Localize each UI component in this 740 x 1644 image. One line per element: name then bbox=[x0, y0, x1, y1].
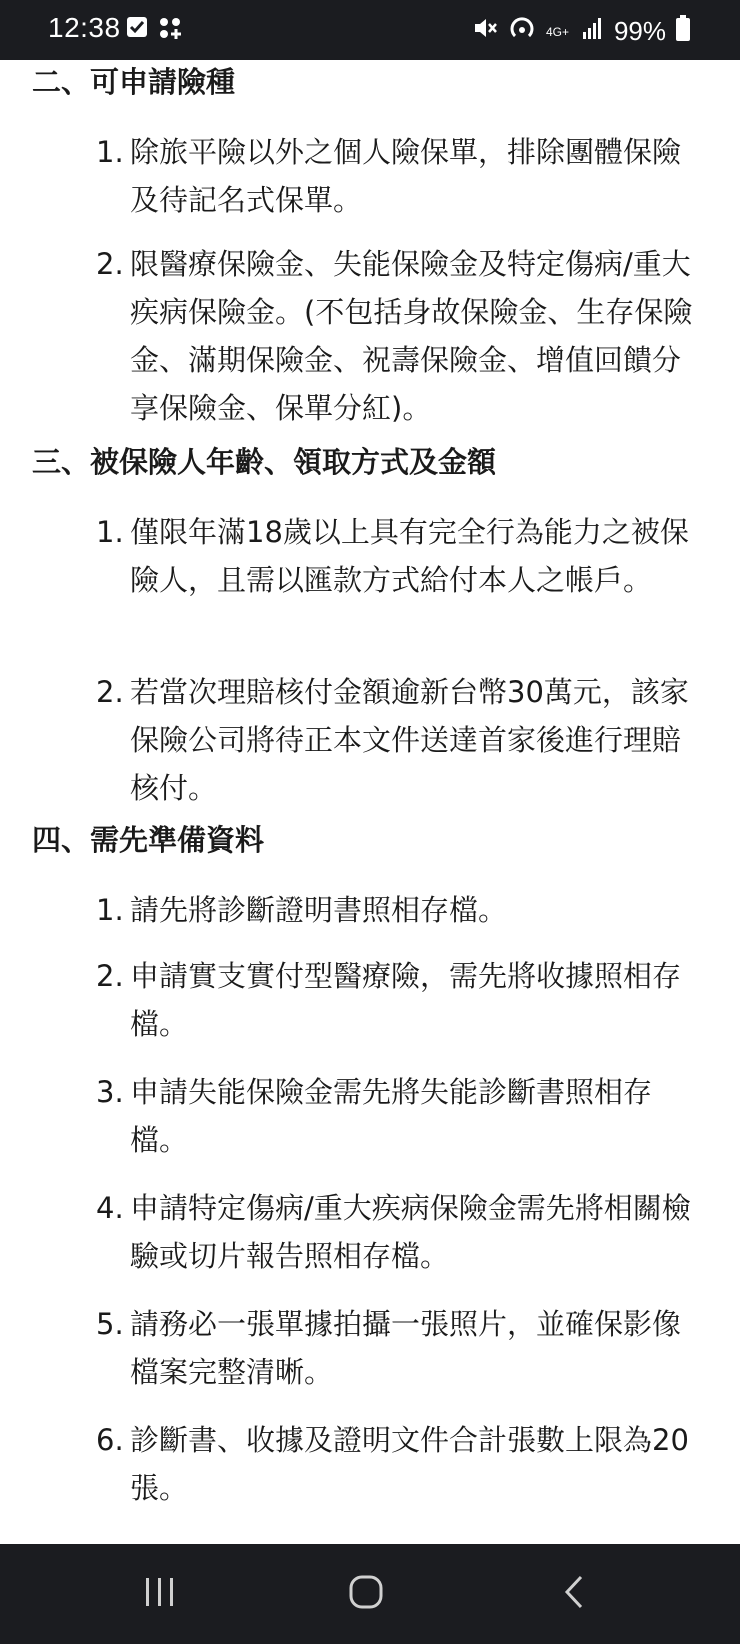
list-item bbox=[96, 508, 708, 604]
list-item bbox=[96, 886, 708, 934]
notification-icons bbox=[126, 16, 182, 45]
item-text: 請先將診斷證明書照相存檔。 bbox=[130, 893, 508, 927]
item-number: 4. bbox=[96, 1191, 124, 1225]
home-button[interactable] bbox=[336, 1574, 396, 1614]
item-text: 申請實支實付型醫療險，需先將收據照相存檔。 bbox=[130, 959, 682, 1041]
item-number: 2. bbox=[96, 247, 124, 281]
battery-percent: 99% bbox=[613, 16, 666, 46]
navigation-bar bbox=[0, 1544, 740, 1644]
list-item bbox=[96, 668, 708, 812]
app-notification-icon bbox=[158, 16, 182, 45]
item-text: 限醫療保險金、失能保險金及特定傷病/重大疾病保險金。(不包括身故保險金、生存保險金、滿期保險金、祝壽保險金、增值回饋分享保險金、保單分紅)。 bbox=[130, 247, 693, 425]
checkbox-notification-icon bbox=[126, 16, 148, 45]
battery-icon bbox=[676, 15, 690, 48]
hotspot-icon bbox=[508, 14, 536, 49]
item-number: 6. bbox=[96, 1423, 124, 1457]
item-number: 1. bbox=[96, 515, 124, 549]
item-number: 1. bbox=[96, 135, 124, 169]
item-text: 除旅平險以外之個人險保單，排除團體保險及待記名式保單。 bbox=[130, 135, 682, 217]
item-number: 2. bbox=[96, 959, 124, 993]
item-text: 請務必一張單據拍攝一張照片，並確保影像檔案完整清晰。 bbox=[130, 1307, 682, 1389]
list-item bbox=[96, 1416, 708, 1512]
mute-icon bbox=[472, 15, 498, 48]
item-text: 診斷書、收據及證明文件合計張數上限為20張。 bbox=[130, 1423, 689, 1505]
recent-apps-icon bbox=[143, 1576, 177, 1612]
section-title: 四、需先準備資料 bbox=[32, 823, 265, 857]
list-item bbox=[96, 1184, 708, 1280]
back-button[interactable] bbox=[544, 1574, 604, 1614]
list-item bbox=[96, 952, 708, 1048]
item-number: 3. bbox=[96, 1075, 124, 1109]
status-bar bbox=[0, 0, 740, 60]
item-text: 申請特定傷病/重大疾病保險金需先將相關檢驗或切片報告照相存檔。 bbox=[130, 1191, 691, 1273]
item-text: 若當次理賠核付金額逾新台幣30萬元，該家保險公司將待正本文件送達首家後進行理賠核付。 bbox=[130, 675, 689, 805]
home-icon bbox=[348, 1574, 384, 1614]
item-text: 申請失能保險金需先將失能診斷書照相存檔。 bbox=[130, 1075, 653, 1157]
item-number: 5. bbox=[96, 1307, 124, 1341]
item-text: 僅限年滿18歲以上具有完全行為能力之被保險人，且需以匯款方式給付本人之帳戶。 bbox=[130, 515, 689, 597]
signal-icon bbox=[582, 16, 604, 47]
recent-apps-button[interactable] bbox=[130, 1574, 190, 1614]
status-right bbox=[472, 14, 690, 49]
network-icon: 4G+ bbox=[545, 24, 569, 39]
status-time: 12:38 bbox=[48, 12, 121, 43]
document-content bbox=[0, 60, 740, 1544]
back-icon bbox=[562, 1574, 586, 1614]
item-number: 1. bbox=[96, 893, 124, 927]
section-title: 三、被保險人年齡、領取方式及金額 bbox=[32, 445, 497, 479]
list-item bbox=[96, 128, 708, 224]
section-title: 二、可申請險種 bbox=[32, 65, 236, 99]
list-item bbox=[96, 240, 708, 432]
item-number: 2. bbox=[96, 675, 124, 709]
list-item bbox=[96, 1300, 708, 1396]
list-item bbox=[96, 1068, 708, 1164]
